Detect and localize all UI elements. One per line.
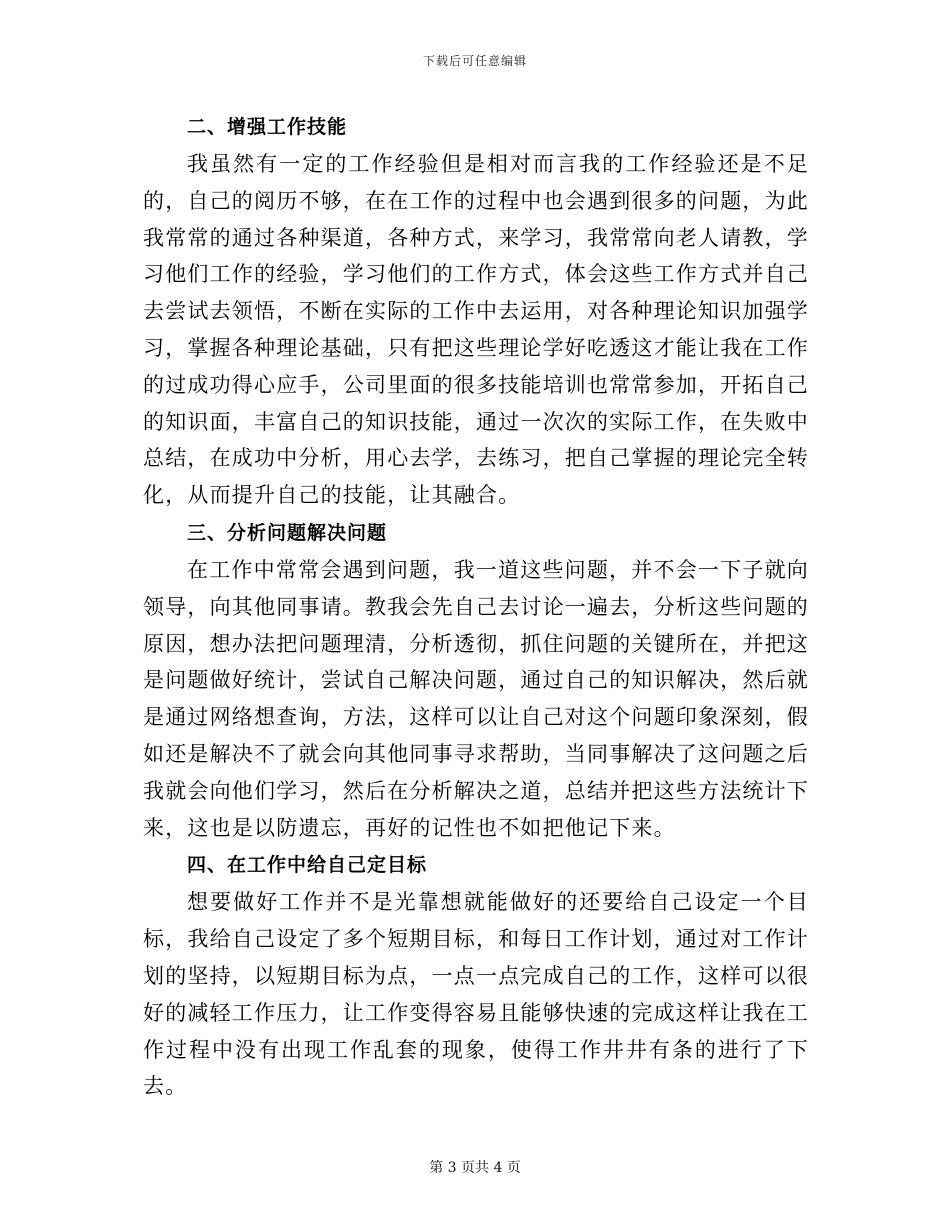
section-paragraph-goals: 想要做好工作并不是光靠想就能做好的还要给自己设定一个目标，我给自己设定了多个短期目标，和每日工作计划，通过对工作计划的坚持，以短期目标为点，一点一点完成自己的工作，这样可以很好的减轻工作压力，让工作变得容易且能够快速的完成这样让我在工作过程中没有出现工作乱套的现象，使得工作井井有条的进行了下去。 [143, 890, 809, 1099]
header-note: 下载后可任意编辑 [422, 54, 527, 68]
section-heading-problem-solving: 三、分析问题解决问题 [187, 521, 388, 544]
section-paragraph-problem-solving: 在工作中常常会遇到问题，我一道这些问题，并不会一下子就向领导，向其他同事请。教我会先自己去讨论一遍去，分析这些问题的原因，想办法把问题理清，分析透彻，抓住问题的关键所在，并把这是问题做好统计，尝试自己解决问题，通过自己的知识解决，然后就是通过网络想查询，方法，这样可以让自己对这个问题印象深刻，假如还是解决不了就会向其他同事寻求帮助，当同事解决了这问题之后我就会向他们学习，然后在分析解决之道，总结并把这些方法统计下来，这也是以防遗忘，再好的记性也不如把他记下来。 [143, 557, 809, 840]
section-heading-goals: 四、在工作中给自己定目标 [187, 854, 428, 877]
section-paragraph-skills: 我虽然有一定的工作经验但是相对而言我的工作经验还是不足的，自己的阅历不够，在在工作的过程中也会遇到很多的问题，为此我常常的通过各种渠道，各种方式，来学习，我常常向老人请教，学习他们工作的经验，学习他们的工作方式，体会这些工作方式并自己去尝试去领悟，不断在实际的工作中去运用，对各种理论知识加强学习，掌握各种理论基础，只有把这些理论学好吃透这才能让我在工作的过成功得心应手，公司里面的很多技能培训也常常参加，开拓自己的知识面，丰富自己的知识技能，通过一次次的实际工作，在失败中总结，在成功中分析，用心去学，去练习，把自己掌握的理论完全转化，从而提升自己的技能，让其融合。 [143, 152, 809, 508]
section-heading-skills: 二、增强工作技能 [187, 116, 348, 138]
page-number-footer: 第 3 页共 4 页 [429, 1160, 521, 1176]
document-body [143, 108, 809, 1105]
